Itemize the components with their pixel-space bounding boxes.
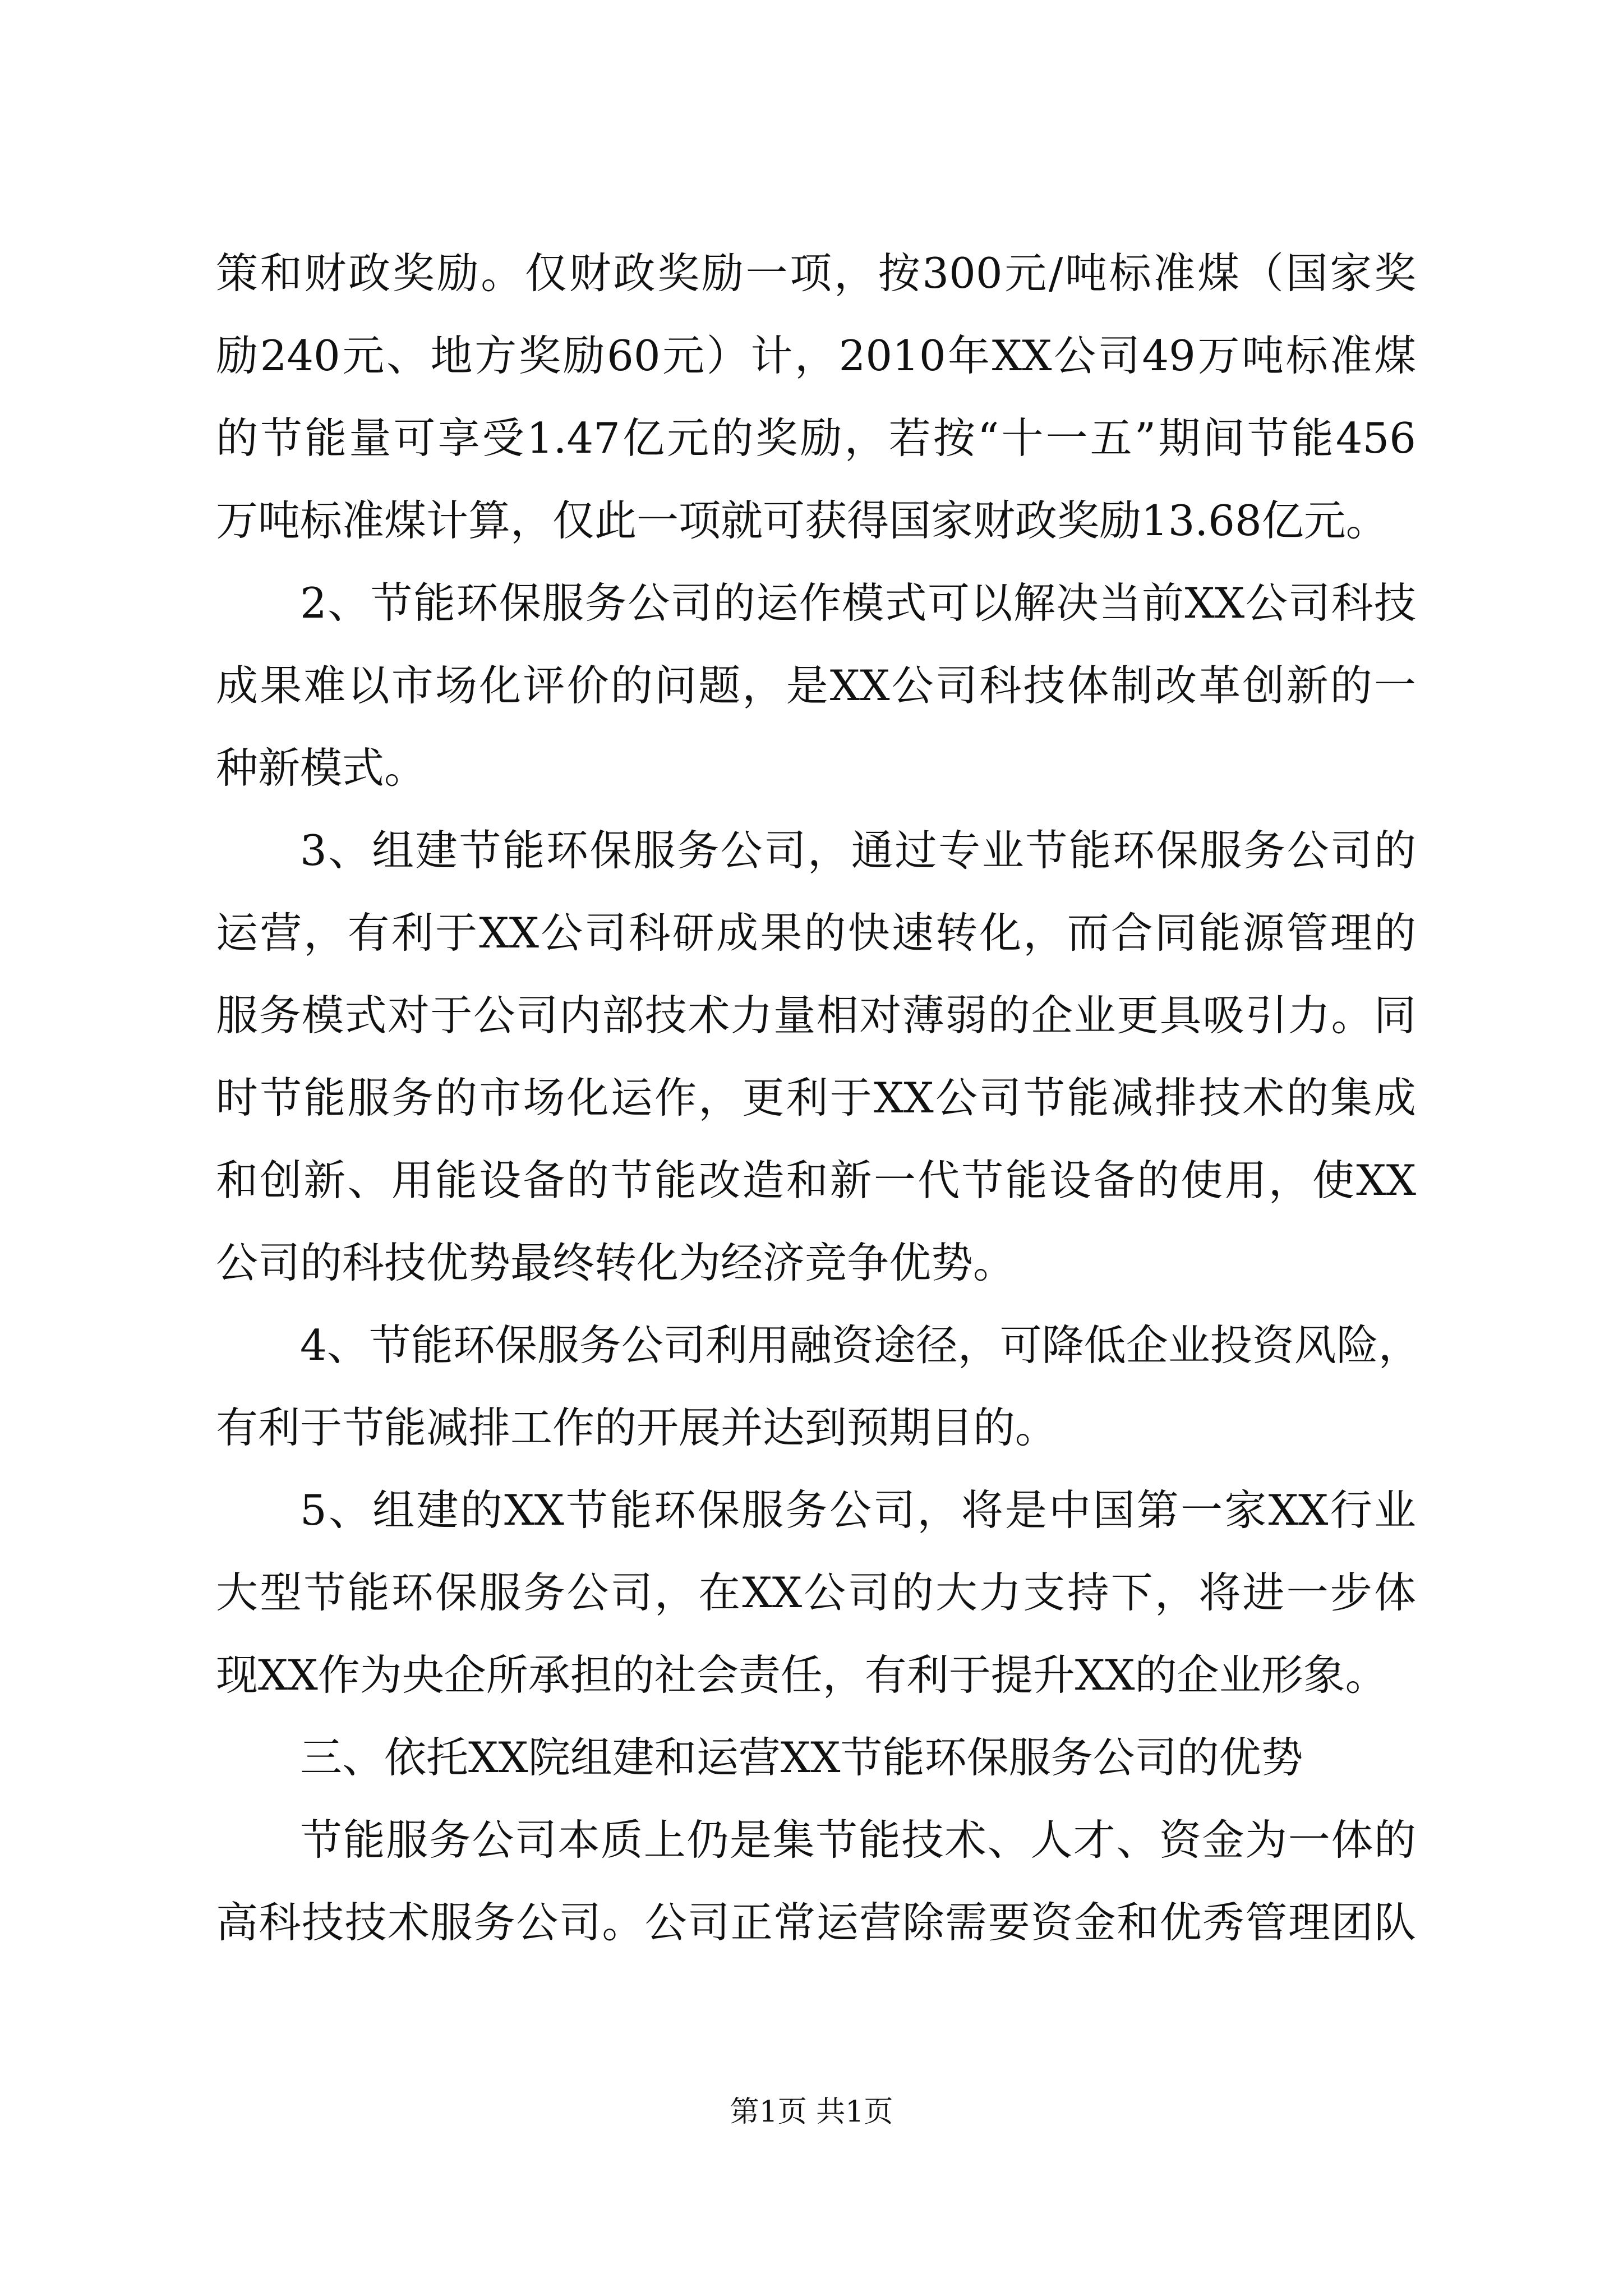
paragraph-5-line: 5、组建的XX节能环保服务公司，将是中国第一家XX行业 [300, 1485, 1416, 1535]
text-line: 励240元、地方奖励60元）计，2010年XX公司49万吨标准煤 [216, 331, 1416, 380]
text-line: 和创新、用能设备的节能改造和新一代节能设备的使用，使XX [216, 1156, 1416, 1205]
text-line: 高科技技术服务公司。公司正常运营除需要资金和优秀管理团队 [216, 1898, 1416, 1947]
text-line: 现XX作为央企所承担的社会责任，有利于提升XX的企业形象。 [216, 1650, 1387, 1700]
text-line: 万吨标准煤计算，仅此一项就可获得国家财政奖励13.68亿元。 [216, 496, 1388, 545]
text-line: 种新模式。 [216, 743, 427, 793]
section-heading: 三、依托XX院组建和运营XX节能环保服务公司的优势 [300, 1733, 1303, 1782]
text-line: 公司的科技优势最终转化为经济竞争优势。 [216, 1238, 1016, 1287]
text-line: 运营，有利于XX公司科研成果的快速转化，而合同能源管理的 [216, 908, 1416, 958]
paragraph-2-line: 2、节能环保服务公司的运作模式可以解决当前XX公司科技 [300, 578, 1416, 628]
paragraph-3-line: 3、组建节能环保服务公司，通过专业节能环保服务公司的 [300, 826, 1416, 875]
text-line: 的节能量可享受1.47亿元的奖励，若按“十一五”期间节能456 [216, 413, 1416, 463]
text-line: 大型节能环保服务公司，在XX公司的大力支持下，将进一步体 [216, 1568, 1416, 1617]
text-line: 时节能服务的市场化运作，更利于XX公司节能减排技术的集成 [216, 1073, 1416, 1122]
text-line: 有利于节能减排工作的开展并达到预期目的。 [216, 1403, 1058, 1452]
text-line: 成果难以市场化评价的问题，是XX公司科技体制改革创新的一 [216, 661, 1416, 710]
text-line: 策和财政奖励。仅财政奖励一项，按300元/吨标准煤（国家奖 [216, 249, 1416, 298]
document-body [216, 249, 1421, 1984]
paragraph-4-line: 4、节能环保服务公司利用融资途径，可降低企业投资风险， [300, 1320, 1421, 1370]
paragraph-6-line: 节能服务公司本质上仍是集节能技术、人才、资金为一体的 [300, 1815, 1416, 1865]
page-footer: 第1页 共1页 [730, 2095, 893, 2129]
text-line: 服务模式对于公司内部技术力量相对薄弱的企业更具吸引力。同 [216, 991, 1416, 1040]
